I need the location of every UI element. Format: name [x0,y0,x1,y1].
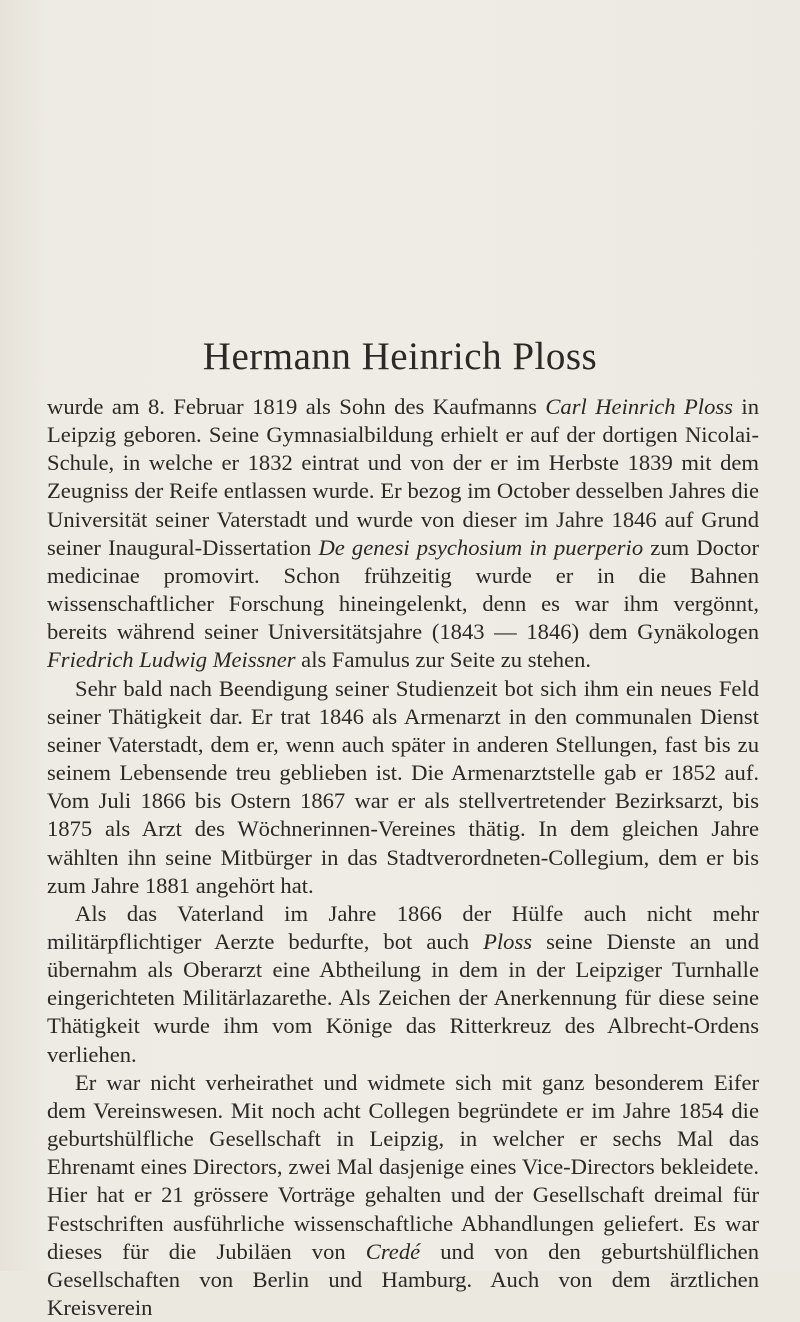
body-text [47,393,759,1322]
page-title: Hermann Heinrich Ploss [202,335,598,378]
italic-text: Carl Heinrich Ploss [545,394,733,419]
paragraph [47,1069,759,1322]
text-run: zum Doctor medicinae promovirt. Schon frühzeitig wurde er in die Bahnen wissenschaftlicher Forschung hineingelenkt, denn es war ihm vergönnt, bereits während seiner Universitätsjahre (1843 — 1846) dem Gynäkologen [47,534,760,645]
italic-text: Friedrich Ludwig Meissner [47,647,296,673]
text-run: wurde am 8. Februar 1819 als Sohn des Kaufmanns [47,394,546,419]
italic-text: Ploss [483,928,533,954]
paragraph [47,393,759,675]
text-run: Als das Vaterland im Jahre 1866 der Hülfe auch nicht mehr militärpflichtiger Aerzte bedurfte, bot auch [47,900,759,954]
text-run: Sehr bald nach Beendigung seiner Studienzeit bot sich ihm ein neues Feld seiner Thätigkeit dar. Er trat 1846 als Armenarzt in den communalen Dienst seiner Vaterstadt, dem er, wenn auch später in anderen Stellungen, fast bis zu seinem Lebensende treu geblieben ist. Die Armenarztstelle gab er 1852 auf. Vom Juli 1866 bis Ostern 1867 war er als stellvertretender Bezirksarzt, bis 1875 als Arzt des Wöchnerinnen-Vereines thätig. In dem gleichen Jahre wählten ihn seine Mitbürger in das Stadtverordneten-Collegium, dem er bis zum Jahre 1881 angehört hat. [47,675,759,898]
text-run: und von den geburtshülflichen Gesellschaften von Berlin und Hamburg. Auch von dem ärztlichen Kreisverein [47,1238,760,1320]
text-run: Er war nicht verheirathet und widmete sich mit ganz besonderem Eifer dem Vereinswesen. Mit noch acht Collegen begründete er im Jahre 1854 die geburtshülfliche Gesellschaft in Leipzig, in welcher er sechs Mal das Ehrenamt eines Directors, zwei Mal dasjenige eines Vice-Directors bekleidete. Hier hat er 21 grössere Vorträge gehalten und der Gesellschaft dreimal für Festschriften ausführliche wissenschaftliche Abhandlungen geliefert. Es war dieses für die Jubiläen von [47,1069,759,1264]
text-run: seine Dienste an und übernahm als Oberarzt eine Abtheilung in dem in der Leipziger Turnhalle eingerichteten Militärlazarethe. Als Zeichen der Anerkennung für diese seine Thätigkeit wurde ihm vom Könige das Ritterkreuz des Albrecht-Ordens verliehen. [47,928,759,1067]
text-run: als Famulus zur Seite zu stehen. [295,647,592,673]
italic-text: De genesi psychosium in puerperio [318,534,644,560]
italic-text: Credé [365,1238,421,1264]
paragraph [47,900,759,1069]
text-run: in Leipzig geboren. Seine Gymnasialbildung erhielt er auf der dortigen Nicolai-Schule, in welche er 1832 eintrat und von der er im Herbste 1839 mit dem Zeugniss der Reife entlassen wurde. Er bezog im October desselben Jahres die Universität seiner Vaterstadt und wurde von dieser im Jahre 1846 auf Grund seiner Inaugural-Dissertation [47,394,759,560]
paragraph [47,675,759,900]
